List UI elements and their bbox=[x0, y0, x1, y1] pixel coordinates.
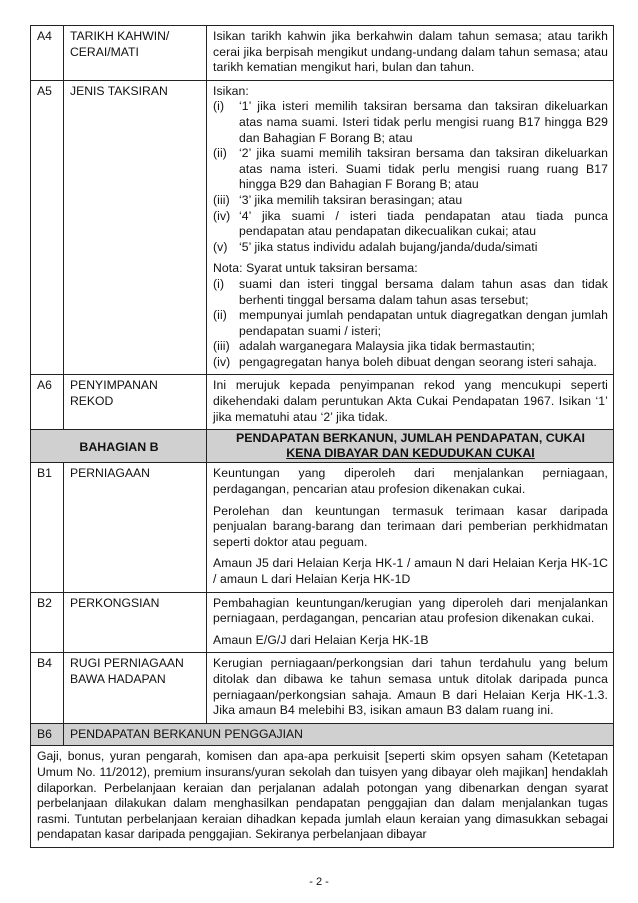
row-code: B2 bbox=[31, 592, 64, 653]
note-title: Nota: Syarat untuk taksiran bersama: bbox=[213, 261, 418, 276]
row-label: PENDAPATAN BERKANUN PENGGAJIAN bbox=[64, 723, 614, 746]
row-code: A5 bbox=[31, 80, 64, 375]
list-item: (iii) ‘3’ jika memilih taksiran berasingan; atau bbox=[213, 192, 463, 207]
row-a4 bbox=[31, 26, 614, 81]
page-number: - 2 - bbox=[309, 876, 329, 888]
row-description bbox=[207, 80, 614, 375]
row-description bbox=[207, 463, 614, 592]
row-label: JENIS TAKSIRAN bbox=[64, 80, 207, 375]
row-description: Isikan tarikh kahwin jika berkahwin dalam tahun semasa; atau tarikh cerai jika berpisah mengikut undang-undang dalam tahun semasa; atau tarikh kematian mengikut hari, bulan dan tahun. bbox=[207, 26, 614, 81]
row-description: Ini merujuk kepada penyimpanan rekod yang mencukupi seperti dikehendaki dalam peruntukan Akta Cukai Pendapatan 1967. Isikan ‘1’ jika mematuhi atau ‘2’ jika tidak. bbox=[207, 375, 614, 430]
paragraph: Amaun E/G/J dari Helaian Kerja HK-1B bbox=[213, 632, 429, 647]
row-label: PENYIMPANAN REKOD bbox=[64, 375, 207, 430]
row-description: Gaji, bonus, yuran pengarah, komisen dan apa-apa perkuisit [seperti skim opsyen saham (Ketetapan Umum No. 11/2012), premium insurans/yuran sekolah dan tuisyen yang dibayar oleh majikan] hendaklah dilaporkan. Perbelanjaan keraian dan perjalanan adalah potongan yang dibenarkan dengan syarat perbelanjaan dilakukan dalam menghasilkan pendapatan penggajian dan dalam menjalankan tugas rasmi. Tuntutan perbelanjaan keraian dihadkan kepada jumlah elaun keraian yang dimasukkan sebagai pendapatan kasar daripada penggajian. Sekiranya perbelanjaan dibayar bbox=[31, 746, 614, 848]
row-b2 bbox=[31, 592, 614, 653]
list-item: (iv) ‘4’ jika suami / isteri tiada pendapatan atau tiada punca pendapatan atau pendapatan dikecualikan cukai; atau bbox=[213, 208, 608, 239]
row-description: Kerugian perniagaan/perkongsian dari tahun terdahulu yang belum ditolak dan dibawa ke tahun semasa untuk ditolak daripada punca perniagaan/perkongsian sahaja. Amaun B dari Helaian Kerja HK-1.3. Jika amaun B4 melebihi B3, isikan amaun B3 dalam ruang ini. bbox=[207, 653, 614, 723]
list-item: (v) ‘5’ jika status individu adalah bujang/janda/duda/simati bbox=[213, 239, 538, 254]
row-code: A4 bbox=[31, 26, 64, 81]
list-item: (i) ‘1’ jika isteri memilih taksiran bersama dan taksiran dikeluarkan atas nama suami. Isteri tidak perlu mengisi ruang B17 hingga B29 dan Bahagian F Borang B; atau bbox=[213, 99, 608, 145]
row-code: B1 bbox=[31, 463, 64, 592]
row-label: RUGI PERNIAGAAN BAWA HADAPAN bbox=[64, 653, 207, 723]
row-code: B6 bbox=[31, 723, 64, 746]
note-item: (ii) mempunyai jumlah pendapatan untuk diagregatkan dengan jumlah pendapatan suami / isteri; bbox=[213, 308, 608, 338]
note-item: (iv) pengagregatan hanya boleh dibuat dengan seorang isteri sahaja. bbox=[213, 354, 597, 369]
paragraph: Perolehan dan keuntungan termasuk terimaan kasar daripada penjualan barang-barang dan terimaan dari pemberian perkhidmatan seperti doktor atau peguam. bbox=[213, 503, 608, 549]
list-item: (ii) ‘2’ jika suami memilih taksiran bersama dan taksiran dikeluarkan atas nama isteri. Suami tidak perlu mengisi ruang ruang B17 hingga B29 dan Bahagian F Borang B; atau bbox=[213, 146, 608, 192]
note-item: (iii) adalah warganegara Malaysia jika tidak bermastautin; bbox=[213, 339, 535, 354]
paragraph: Amaun J5 dari Helaian Kerja HK-1 / amaun N dari Helaian Kerja HK-1C / amaun L dari Helaian Kerja HK-1D bbox=[213, 556, 608, 586]
form-guide-page bbox=[30, 25, 613, 848]
intro-text: Isikan: bbox=[213, 83, 249, 98]
row-a5 bbox=[31, 80, 614, 375]
note-item: (i) suami dan isteri tinggal bersama dalam tahun asas dan tidak berhenti tinggal bersama dalam tahun asas tersebut; bbox=[213, 276, 608, 307]
row-label: PERKONGSIAN bbox=[64, 592, 207, 653]
row-b6 bbox=[31, 723, 614, 746]
row-b1 bbox=[31, 463, 614, 592]
section-b-header bbox=[31, 430, 614, 463]
section-title: PENDAPATAN BERKANUN, JUMLAH PENDAPATAN, CUKAI KENA DIBAYAR DAN KEDUDUKAN CUKAI bbox=[207, 430, 614, 463]
row-code: B4 bbox=[31, 653, 64, 723]
paragraph: Keuntungan yang diperoleh dari menjalankan perniagaan, perdagangan, pencarian atau profesion dikenakan cukai. bbox=[213, 466, 608, 497]
row-label: PERNIAGAAN bbox=[64, 463, 207, 592]
row-code: A6 bbox=[31, 375, 64, 430]
row-a6 bbox=[31, 375, 614, 430]
row-b6-body bbox=[31, 746, 614, 848]
section-heading: BAHAGIAN B bbox=[31, 430, 207, 463]
row-label: TARIKH KAHWIN/ CERAI/MATI bbox=[64, 26, 207, 81]
row-b4 bbox=[31, 653, 614, 723]
paragraph: Pembahagian keuntungan/kerugian yang diperoleh dari menjalankan perniagaan, perdagangan, pencarian atau profesion dikenakan cukai. bbox=[213, 595, 608, 626]
row-description bbox=[207, 592, 614, 653]
guide-table bbox=[30, 25, 614, 848]
